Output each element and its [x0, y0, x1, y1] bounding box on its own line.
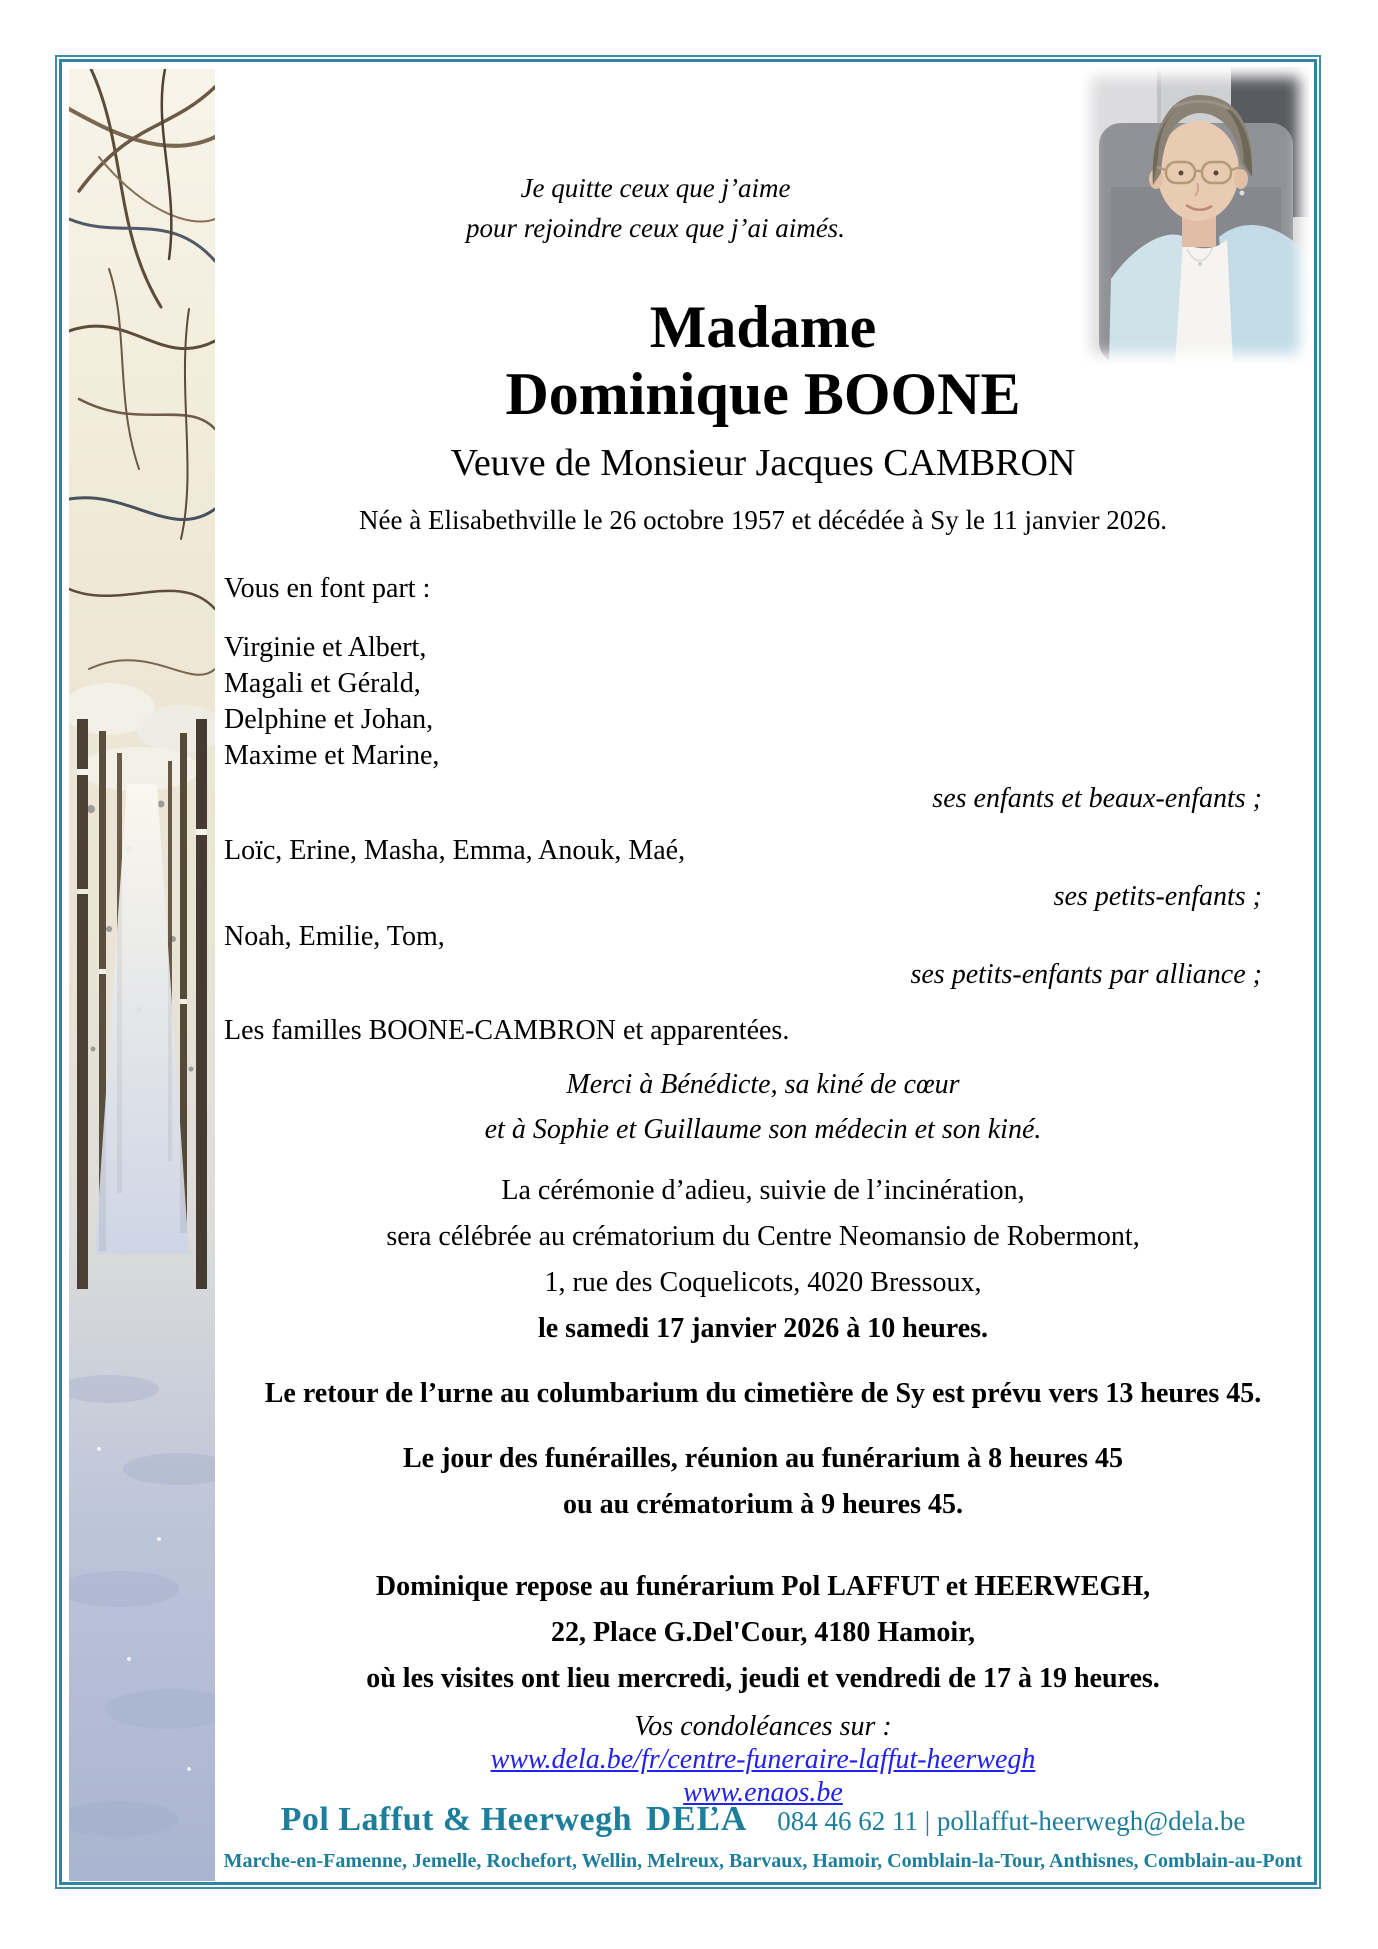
- thanks-line-2: et à Sophie et Guillaume son médecin et son kiné.: [484, 1114, 1042, 1145]
- families-line: Les familles BOONE-CAMBRON et apparentées.: [224, 1015, 790, 1046]
- announcement-intro: Vous en font part :: [224, 573, 431, 604]
- ceremony-line-1: La cérémonie d’adieu, suivie de l’incinération,: [501, 1175, 1025, 1206]
- opening-quote: [216, 168, 1095, 248]
- urn-return-line: Le retour de l’urne au columbarium du cimetière de Sy est prévu vers 13 heures 45.: [264, 1378, 1262, 1409]
- footer-locations: Marche-en-Famenne, Jemelle, Rochefort, Wellin, Melreux, Barvaux, Hamoir, Comblain-la-Tour, Anthisnes, Comblain-au-Pont: [223, 1850, 1303, 1872]
- card-inner-border: [59, 59, 1317, 1885]
- ceremony-line-2: sera célébrée au crématorium du Centre Neomansio de Robermont,: [386, 1221, 1140, 1252]
- repose-line-3: où les visites ont lieu mercredi, jeudi et vendredi de 17 à 19 heures.: [366, 1663, 1160, 1694]
- grandchildren-names: Loïc, Erine, Masha, Emma, Anouk, Maé,: [224, 835, 686, 866]
- deceased-title-block: [216, 294, 1310, 428]
- children-name-line: Virginie et Albert,: [224, 632, 427, 663]
- thanks-line-1: Merci à Bénédicte, sa kiné de cœur: [566, 1069, 960, 1100]
- funeral-home-footer: [216, 1799, 1310, 1874]
- children-names: [216, 630, 1310, 774]
- ceremony-datetime: le samedi 17 janvier 2026 à 10 heures.: [537, 1313, 989, 1344]
- widow-of-line: Veuve de Monsieur Jacques CAMBRON: [450, 442, 1076, 484]
- children-name-line: Maxime et Marine,: [224, 740, 440, 771]
- quote-line-1: Je quitte ceux que j’aime: [520, 173, 791, 203]
- step-grandchildren-names: Noah, Emilie, Tom,: [224, 921, 445, 952]
- step-grandchildren-relation-label: ses petits-enfants par alliance ;: [910, 959, 1262, 990]
- grandchildren-relation-label: ses petits-enfants ;: [1053, 881, 1262, 912]
- repose-line-1: Dominique repose au funérarium Pol LAFFUT et HEERWEGH,: [375, 1571, 1151, 1602]
- footer-phone: 084 46 62 11: [777, 1806, 918, 1836]
- card-border: [55, 55, 1321, 1889]
- footer-email: pollaffut-heerwegh@dela.be: [936, 1806, 1246, 1836]
- ceremony-line-3: 1, rue des Coquelicots, 4020 Bressoux,: [544, 1267, 982, 1298]
- footer-company-name: Pol Laffut & Heerwegh: [280, 1801, 632, 1838]
- thanks-block: [216, 1062, 1310, 1152]
- quote-line-2: pour rejoindre ceux que j’ai aimés.: [466, 213, 845, 243]
- life-dates-line: Née à Elisabethville le 26 octobre 1957 et décédée à Sy le 11 janvier 2026.: [359, 505, 1167, 535]
- deceased-name: Dominique BOONE: [505, 361, 1021, 427]
- deceased-honorific: Madame: [649, 294, 877, 360]
- footer-brand-logo: DEĽA: [645, 1799, 748, 1838]
- footer-main-line: [216, 1799, 1310, 1846]
- footer-separator: |: [924, 1806, 931, 1836]
- condolences-link-dela[interactable]: www.dela.be/fr/centre-funeraire-laffut-heerwegh: [490, 1744, 1036, 1775]
- children-name-line: Delphine et Johan,: [224, 704, 434, 735]
- condolences-link-enaos[interactable]: www.enaos.be: [683, 1777, 843, 1808]
- repose-block: [216, 1564, 1310, 1702]
- meeting-block: [216, 1436, 1310, 1528]
- children-relation-label: ses enfants et beaux-enfants ;: [932, 783, 1262, 814]
- condolences-label: Vos condoléances sur :: [634, 1711, 892, 1742]
- footer-contact: [777, 1806, 1245, 1836]
- card-content: [216, 62, 1310, 1809]
- children-name-line: Magali et Gérald,: [224, 668, 421, 699]
- ceremony-block: [216, 1168, 1310, 1352]
- winter-forest-photo: [69, 69, 215, 1881]
- meeting-line-2: ou au crématorium à 9 heures 45.: [563, 1489, 963, 1520]
- meeting-line-1: Le jour des funérailles, réunion au funérarium à 8 heures 45: [403, 1443, 1123, 1474]
- repose-line-2: 22, Place G.Del'Cour, 4180 Hamoir,: [550, 1617, 976, 1648]
